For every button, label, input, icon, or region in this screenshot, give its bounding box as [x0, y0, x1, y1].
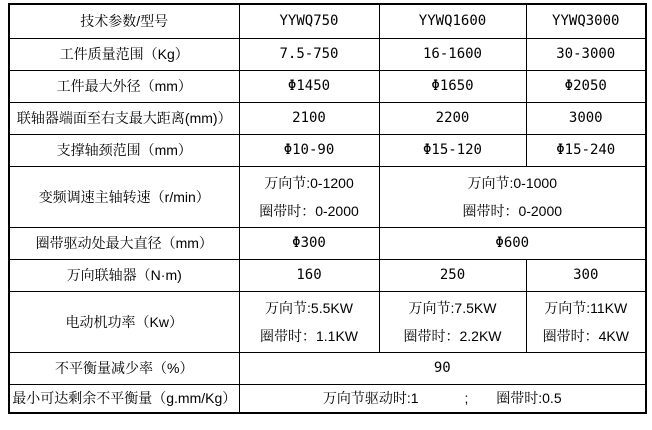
- row-label-motor-power: 电动机功率（Kw）: [9, 291, 239, 352]
- power-universal-joint: 万向节:7.5KW: [408, 299, 497, 316]
- table-cell: Φ15-240: [526, 134, 646, 166]
- table-cell: Φ2050: [526, 70, 646, 102]
- table-cell-span: [379, 166, 646, 227]
- table-row-journal-range: [9, 134, 646, 166]
- row-label-min-residual: 最小可达剩余不平衡量（g.mm/Kg）: [9, 384, 239, 413]
- speed-belt: 圈带时：0-2000: [462, 202, 563, 219]
- table-row-spindle-speed: [9, 166, 646, 227]
- table-cell: 2200: [379, 102, 526, 134]
- table-cell: Φ15-120: [379, 134, 526, 166]
- table-row-mass-range: [9, 38, 646, 70]
- table-cell: [239, 291, 379, 352]
- table-cell: 16-1600: [379, 38, 526, 70]
- power-universal-joint: 万向节:11KW: [544, 299, 628, 316]
- row-label-spindle-speed: 变频调速主轴转速（r/min）: [9, 166, 239, 227]
- speed-universal-joint: 万向节:0-1200: [264, 174, 354, 191]
- row-label-coupling-distance: 联轴器端面至右支最大距离(mm)）: [9, 102, 239, 134]
- table-cell: 300: [526, 259, 646, 291]
- header-model-yywq3000: YYWQ3000: [526, 4, 646, 38]
- separator: ;: [464, 390, 469, 407]
- power-belt: 圈带时：4KW: [542, 327, 629, 344]
- table-cell: [239, 166, 379, 227]
- table-cell: 30-3000: [526, 38, 646, 70]
- table-cell: [526, 291, 646, 352]
- table-row-belt-diameter: [9, 227, 646, 259]
- table-cell: Φ10-90: [239, 134, 379, 166]
- table-cell-span: 90: [239, 352, 646, 384]
- table-cell: 2100: [239, 102, 379, 134]
- residual-belt: 圈带时:0.5: [496, 390, 562, 407]
- table-cell: Φ1450: [239, 70, 379, 102]
- row-label-belt-diameter: 圈带驱动处最大直径（mm）: [9, 227, 239, 259]
- table-row-header: [9, 4, 646, 38]
- row-label-coupling-torque: 万向联轴器（N·m): [9, 259, 239, 291]
- table-cell: [379, 291, 526, 352]
- row-label-journal-range: 支撑轴颈范围（mm）: [9, 134, 239, 166]
- table-cell-span: Φ600: [379, 227, 646, 259]
- table-row-motor-power: [9, 291, 646, 352]
- table-cell: 250: [379, 259, 526, 291]
- header-model-yywq750: YYWQ750: [239, 4, 379, 38]
- table-cell: Φ1650: [379, 70, 526, 102]
- table-cell: 3000: [526, 102, 646, 134]
- speed-belt: 圈带时：0-2000: [259, 202, 359, 219]
- row-label-outer-diameter: 工件最大外径（mm）: [9, 70, 239, 102]
- residual-universal-joint: 万向节驱动时:1: [322, 390, 419, 407]
- table-row-outer-diameter: [9, 70, 646, 102]
- header-param-model-label: 技术参数/型号: [9, 4, 239, 38]
- table-row-min-residual: [9, 384, 646, 413]
- row-label-unbalance-reduction: 不平衡量减少率（%）: [9, 352, 239, 384]
- table-cell: 7.5-750: [239, 38, 379, 70]
- row-label-mass-range: 工件质量范围（Kg）: [9, 38, 239, 70]
- header-model-yywq1600: YYWQ1600: [379, 4, 526, 38]
- spec-table: [8, 3, 647, 414]
- power-belt: 圈带时：1.1KW: [259, 327, 358, 344]
- speed-universal-joint: 万向节:0-1000: [467, 174, 557, 191]
- table-row-unbalance-reduction: [9, 352, 646, 384]
- table-cell-span: [239, 384, 646, 413]
- table-cell: Φ300: [239, 227, 379, 259]
- table-row-coupling-torque: [9, 259, 646, 291]
- table-cell: 160: [239, 259, 379, 291]
- table-row-coupling-distance: [9, 102, 646, 134]
- power-universal-joint: 万向节:5.5KW: [265, 299, 353, 316]
- power-belt: 圈带时：2.2KW: [403, 327, 502, 344]
